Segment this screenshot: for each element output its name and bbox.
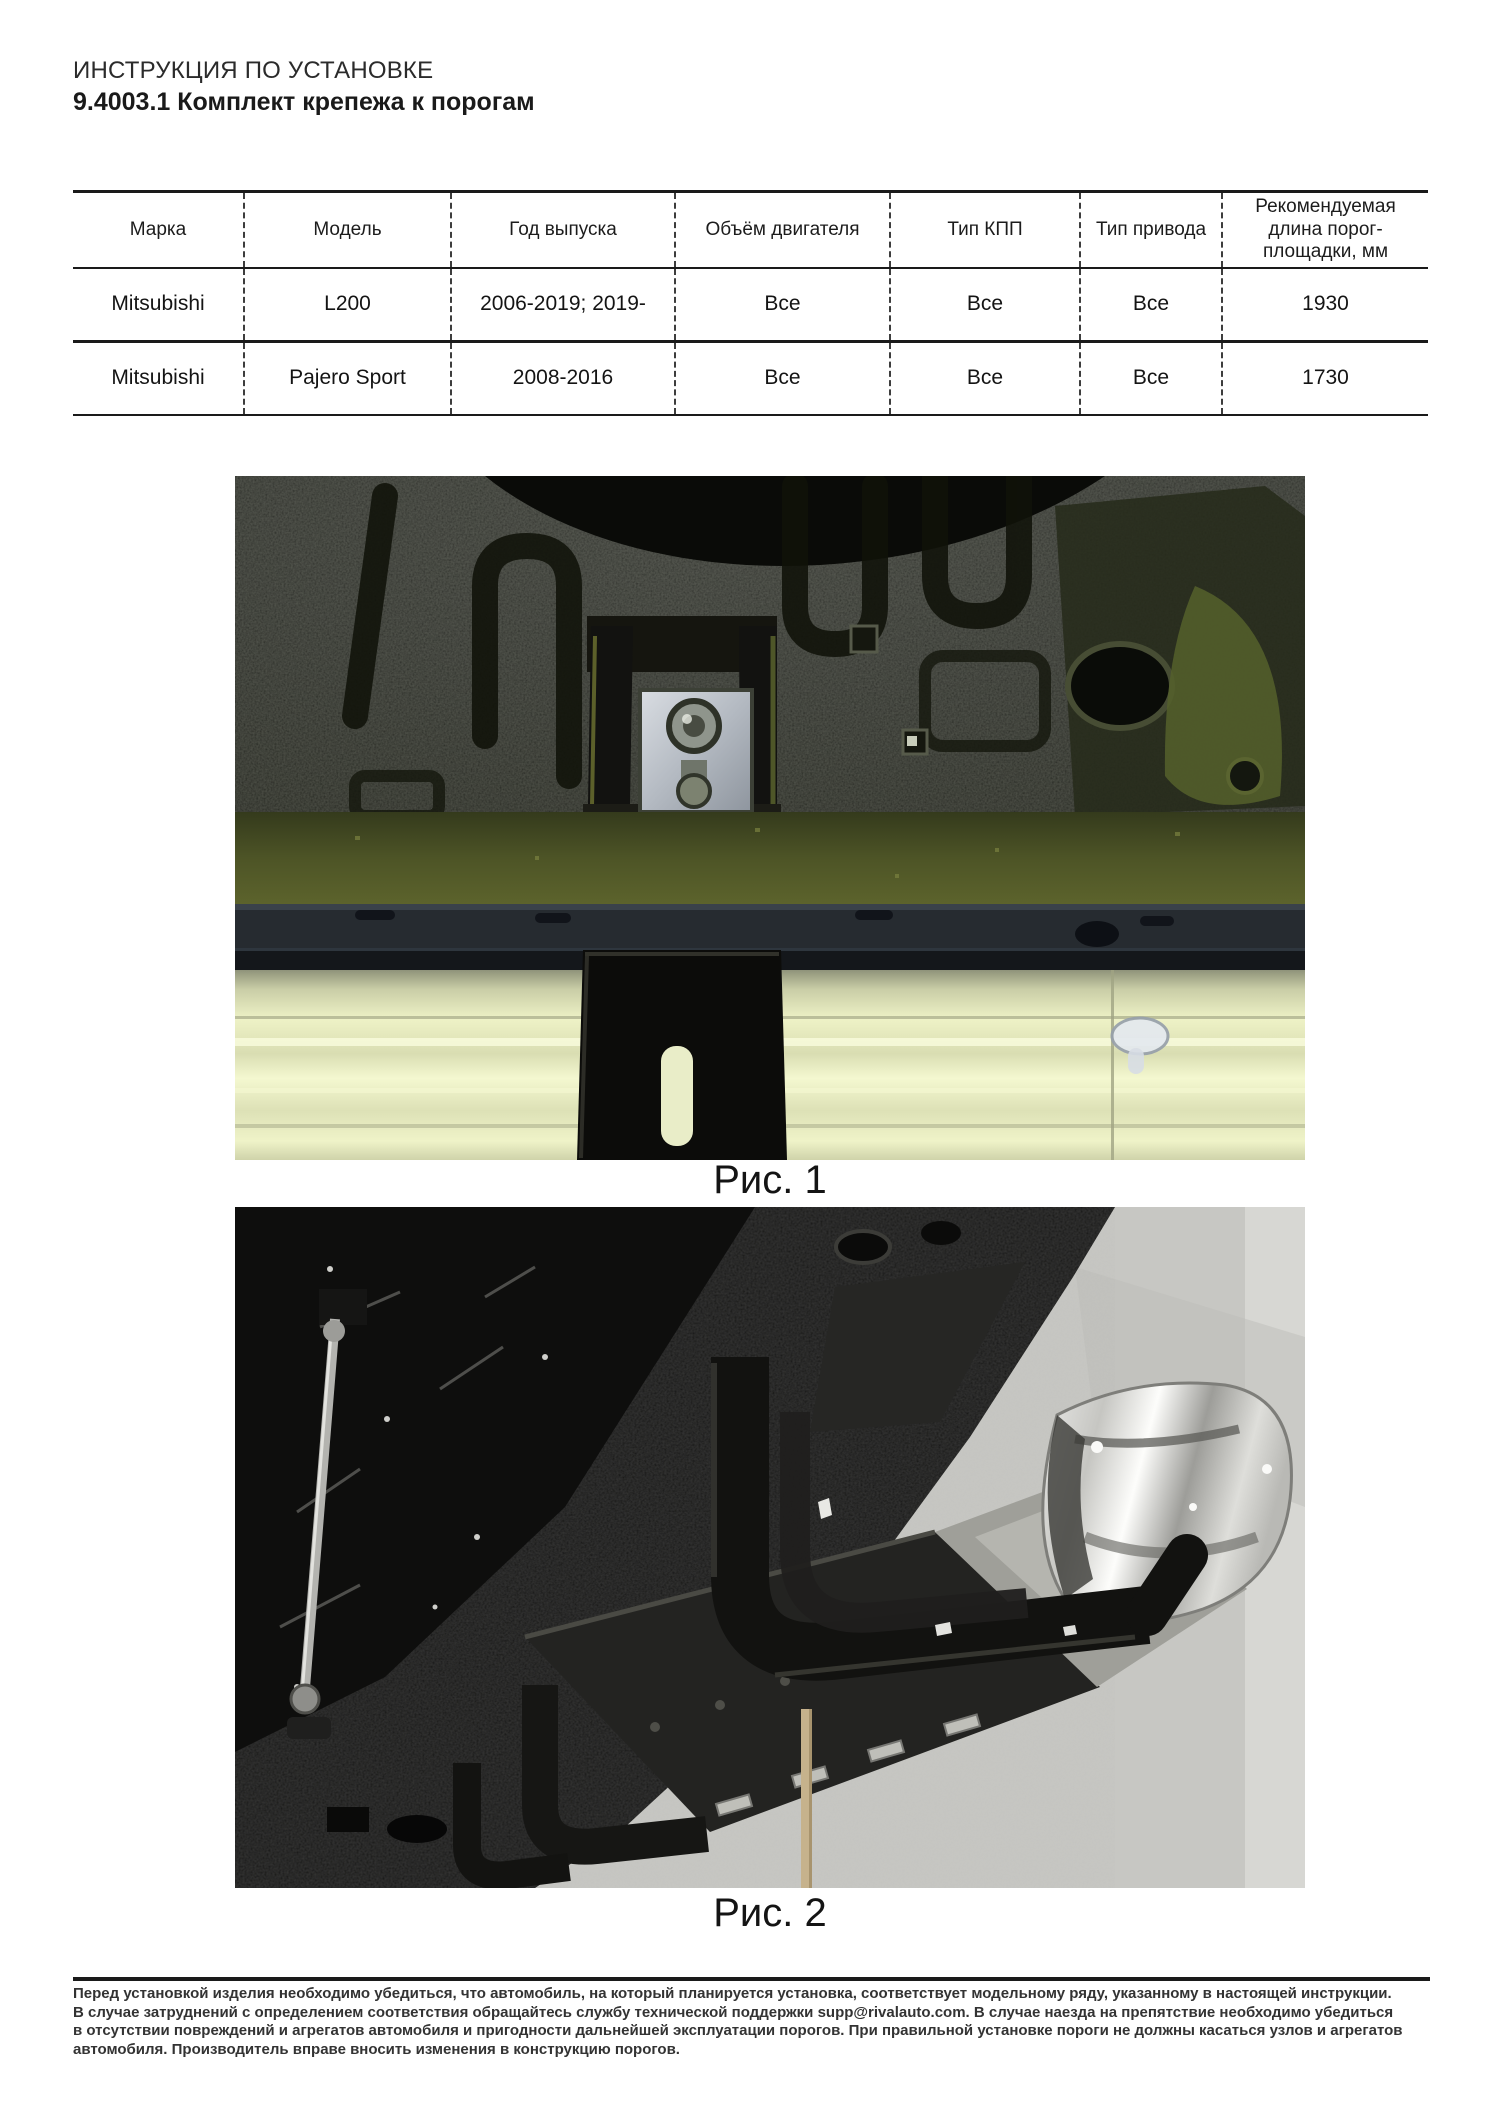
figure-2-caption: Рис. 2 <box>713 1891 827 1935</box>
fitment-table <box>73 190 1428 416</box>
cell-model: L200 <box>244 268 451 342</box>
col-header-engine: Объём двигателя <box>675 192 890 268</box>
cell-year: 2008-2016 <box>451 342 675 415</box>
figure-2-illustration <box>235 1207 1305 1888</box>
cell-length: 1730 <box>1222 342 1428 415</box>
cell-gearbox: Все <box>890 342 1080 415</box>
footer-disclaimer <box>73 1985 1473 2059</box>
cell-engine: Все <box>675 268 890 342</box>
cell-engine: Все <box>675 342 890 415</box>
figure-1-caption: Рис. 1 <box>713 1158 827 1202</box>
col-header-brand: Марка <box>129 218 187 240</box>
col-header-model: Модель <box>244 192 451 268</box>
cell-brand: Mitsubishi <box>111 292 205 316</box>
footer-line: в отсутствии повреждений и агрегатов автомобиля и пригодности дальнейшей эксплуатации порогов. При правильной установке пороги не должны касаться узлов и агрегатов <box>73 2022 1403 2040</box>
cell-drive: Все <box>1080 268 1222 342</box>
footer-line: Перед установкой изделия необходимо убедиться, что автомобиль, на который планируется установка, соответствует модельному ряду, указанному в настоящей инструкции. <box>73 1985 1392 2002</box>
cell-length: 1930 <box>1222 268 1428 342</box>
product-title: 9.4003.1 Комплект крепежа к порогам <box>73 88 535 116</box>
table-row <box>73 342 1428 415</box>
figure-2-photo <box>235 1207 1305 1888</box>
table-row <box>73 268 1428 342</box>
col-header-length: Рекомендуемая длина порог-площадки, мм <box>1222 192 1428 268</box>
cell-year: 2006-2019; 2019- <box>451 268 675 342</box>
figure-1-photo <box>235 476 1305 1160</box>
footer-line: В случае затруднений с определением соответствия обращайтесь службу технической поддержки supp@rivalauto.com. В случае наезда на препятствие необходимо убедиться <box>73 2003 1394 2021</box>
col-header-gearbox: Тип КПП <box>890 192 1080 268</box>
title-block <box>73 56 535 118</box>
cell-gearbox: Все <box>890 268 1080 342</box>
footer-line: автомобиля. Производитель вправе вносить изменения в конструкцию порогов. <box>73 2040 680 2058</box>
cell-brand: Mitsubishi <box>111 366 205 390</box>
doc-type-heading: ИНСТРУКЦИЯ ПО УСТАНОВКЕ <box>73 57 434 84</box>
figure-1-illustration <box>235 476 1305 1160</box>
col-header-year: Год выпуска <box>451 192 675 268</box>
col-header-drive: Тип привода <box>1080 192 1222 268</box>
footer-separator <box>73 1977 1430 1981</box>
cell-drive: Все <box>1080 342 1222 415</box>
cell-model: Pajero Sport <box>244 342 451 415</box>
header-row <box>73 192 1428 268</box>
